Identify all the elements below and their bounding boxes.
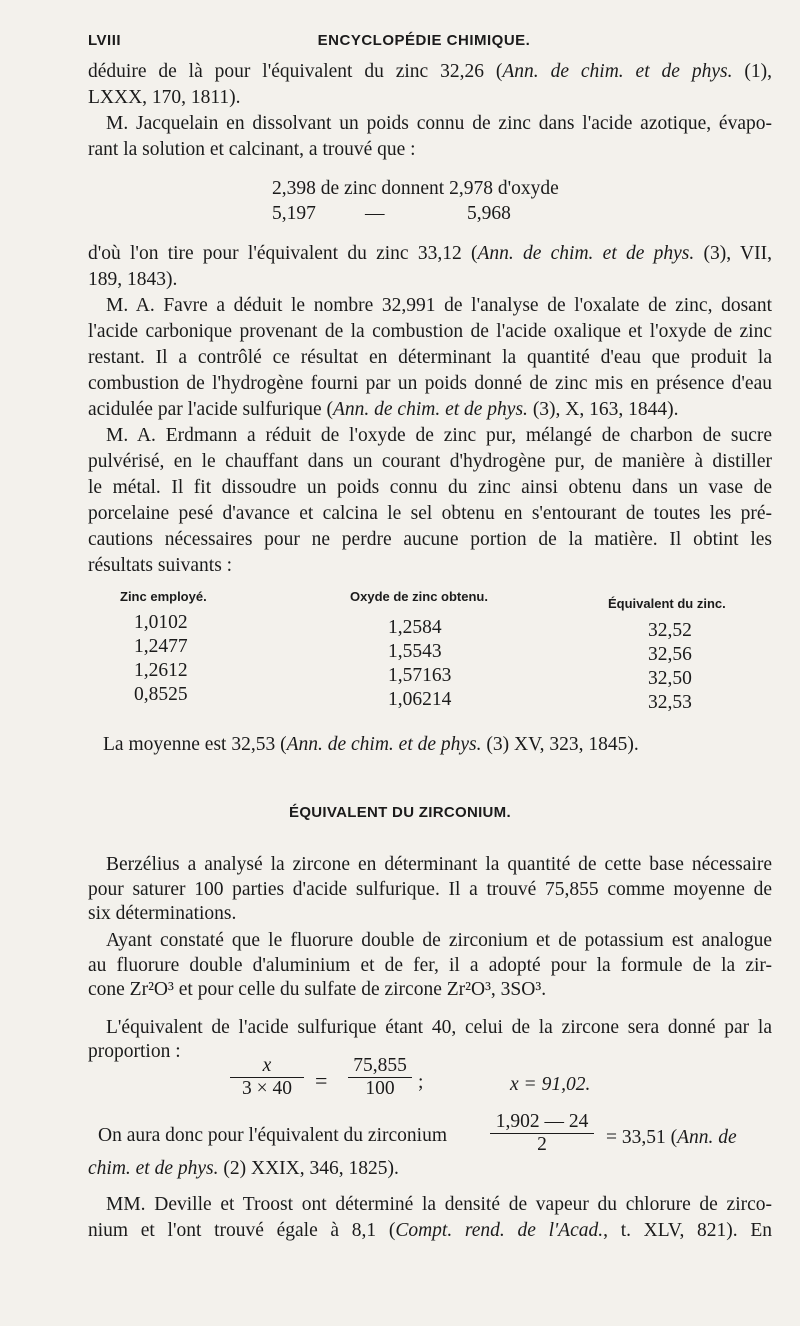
equation-result: x = 91,02.: [510, 1074, 591, 1095]
text-line: 189, 1843).: [88, 269, 178, 290]
text-line: L'équivalent de l'acide sulfurique étant 40, celui de la zircone sera donné par la: [106, 1017, 772, 1038]
table-cell: 32,50: [648, 668, 692, 689]
text-line: chim. et de phys. (2) XXIX, 346, 1825).: [88, 1158, 399, 1179]
column-header: Équivalent du zinc.: [608, 596, 726, 611]
ditto-mark: —: [365, 203, 385, 224]
text-line: LXXX, 170, 1811).: [88, 87, 241, 108]
table-cell: 32,56: [648, 644, 692, 665]
text-line: cautions nécessaires pour ne perdre aucune portion de la matière. Il obtint les: [88, 529, 772, 550]
text-line: le métal. Il fit dissoudre un poids connu du zinc ainsi obtenu dans un vase de: [88, 477, 772, 498]
text-line: porcelaine pesé d'avance et calcina le sel obtenu en s'entourant de toutes les pré-: [88, 503, 772, 524]
table-cell: 1,2477: [134, 636, 188, 657]
equation-value: 5,968: [467, 203, 511, 224]
table-cell: 0,8525: [134, 684, 188, 705]
table-cell: 1,2584: [388, 617, 442, 638]
text-line: M. Jacquelain en dissolvant un poids connu de zinc dans l'acide azotique, évapo-: [106, 113, 772, 134]
fraction-denominator: 100: [365, 1078, 395, 1099]
text-line: On aura donc pour l'équivalent du zirconium: [98, 1125, 447, 1146]
text-line: résultats suivants :: [88, 555, 233, 576]
fraction-denominator: 2: [537, 1134, 547, 1155]
text-line: M. A. Favre a déduit le nombre 32,991 de l'analyse de l'oxalate de zinc, dosant: [106, 295, 772, 316]
text-line: pour saturer 100 parties d'acide sulfurique. Il a trouvé 75,855 comme moyenne de: [88, 879, 772, 900]
fraction: [348, 1055, 412, 1100]
text-line: proportion :: [88, 1041, 181, 1062]
text-line: d'où l'on tire pour l'équivalent du zinc 33,12 (Ann. de chim. et de phys. (3), VII,: [88, 243, 772, 264]
fraction-denominator: 3 × 40: [242, 1078, 292, 1099]
table-cell: 32,53: [648, 692, 692, 713]
table-cell: 32,52: [648, 620, 692, 641]
fraction: [490, 1111, 594, 1156]
text-line: pulvérisé, en le chauffant dans un courant d'hydrogène pur, de manière à distiller: [88, 451, 772, 472]
table-cell: 1,06214: [388, 689, 452, 710]
fraction: [230, 1055, 304, 1100]
table-cell: 1,0102: [134, 612, 188, 633]
column-header: Zinc employé.: [120, 589, 207, 604]
equation-line: 2,398 de zinc donnent 2,978 d'oxyde: [272, 178, 559, 199]
equals-sign: =: [315, 1068, 328, 1093]
text-line: La moyenne est 32,53 (Ann. de chim. et de phys. (3) XV, 323, 1845).: [103, 734, 639, 755]
text-line: combustion de l'hydrogène fourni par un poids donné de zinc mis en présence d'eau: [88, 373, 772, 394]
text-line: nium et l'ont trouvé égale à 8,1 (Compt. rend. de l'Acad., t. XLV, 821). En: [88, 1220, 772, 1241]
text-line: Berzélius a analysé la zircone en déterminant la quantité de cette base nécessaire: [106, 854, 772, 875]
text-line: acidulée par l'acide sulfurique (Ann. de chim. et de phys. (3), X, 163, 1844).: [88, 399, 679, 420]
text-line: rant la solution et calcinant, a trouvé que :: [88, 139, 416, 160]
text-line: six déterminations.: [88, 903, 237, 924]
text-line: l'acide carbonique provenant de la combustion de l'acide oxalique et l'oxyde de zinc: [88, 321, 772, 342]
page-header: [88, 32, 760, 54]
section-heading: ÉQUIVALENT DU ZIRCONIUM.: [289, 804, 511, 821]
equation-value: 5,197: [272, 203, 316, 224]
text-line: cone Zr²O³ et pour celle du sulfate de zircone Zr²O³, 3SO³.: [88, 979, 547, 1000]
text-line: Ayant constaté que le fluorure double de zirconium et de potassium est analogue: [106, 930, 772, 951]
text-line: restant. Il a contrôlé ce résultat en déterminant la quantité d'eau que produit la: [88, 347, 772, 368]
fraction-numerator: 1,902 — 24: [490, 1111, 594, 1134]
column-header: Oxyde de zinc obtenu.: [350, 589, 488, 604]
fraction-numerator: 75,855: [348, 1055, 412, 1078]
running-title: ENCYCLOPÉDIE CHIMIQUE.: [317, 32, 531, 49]
fraction-numerator: x: [230, 1055, 304, 1078]
text-line: au fluorure double d'aluminium et de fer, il a adopté pour la formule de la zir-: [88, 955, 772, 976]
page-number: LVIII: [88, 32, 122, 49]
table-cell: 1,5543: [388, 641, 442, 662]
text-line: déduire de là pour l'équivalent du zinc 32,26 (Ann. de chim. et de phys. (1),: [88, 61, 772, 82]
text-line: = 33,51 (Ann. de: [606, 1127, 737, 1148]
table-cell: 1,57163: [388, 665, 452, 686]
semicolon: ;: [418, 1072, 424, 1093]
text-line: M. A. Erdmann a réduit de l'oxyde de zinc pur, mélangé de charbon de sucre: [106, 425, 772, 446]
text-line: MM. Deville et Troost ont déterminé la densité de vapeur du chlorure de zirco-: [106, 1194, 772, 1215]
table-cell: 1,2612: [134, 660, 188, 681]
